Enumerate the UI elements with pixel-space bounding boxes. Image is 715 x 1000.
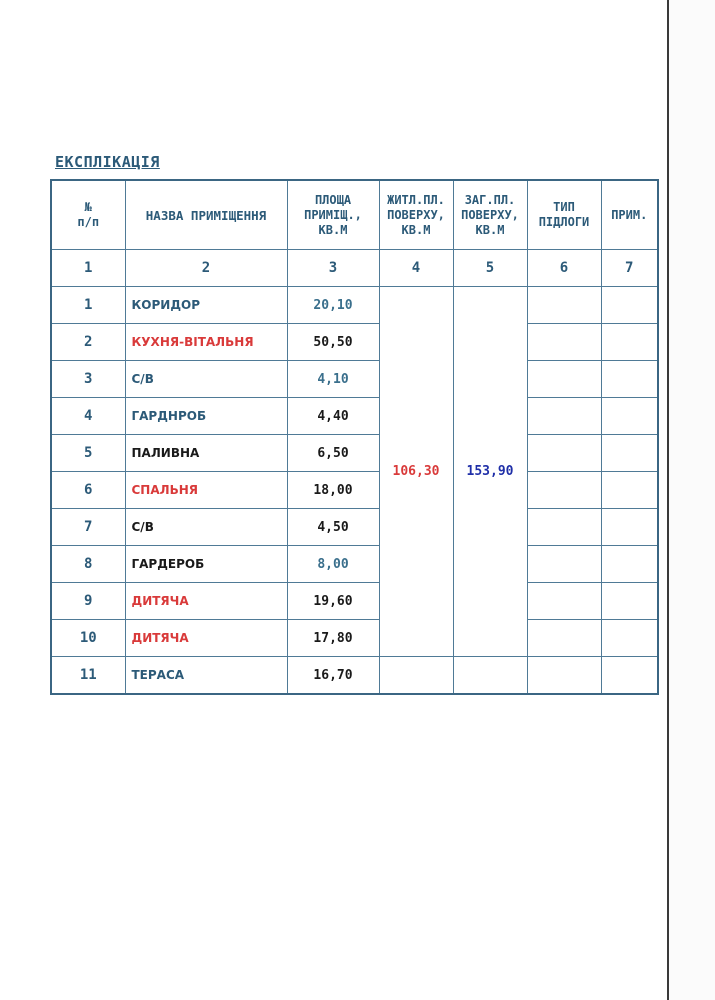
room-name: КОРИДОР [125, 287, 287, 324]
row-number: 2 [51, 324, 125, 361]
column-number: 4 [379, 250, 453, 287]
table-row [51, 657, 658, 695]
note-cell [601, 324, 658, 361]
table-row [51, 509, 658, 546]
header-room-area: ПЛОЩА ПРИМІЩ., КВ.М [287, 180, 379, 250]
header-number: № п/п [51, 180, 125, 250]
note-cell [601, 287, 658, 324]
floor-type-cell [527, 583, 601, 620]
column-number: 6 [527, 250, 601, 287]
note-cell [601, 583, 658, 620]
room-area: 18,00 [287, 472, 379, 509]
floor-type-cell [527, 361, 601, 398]
note-cell [601, 472, 658, 509]
table-row [51, 287, 658, 324]
row-number: 7 [51, 509, 125, 546]
header-room-name: НАЗВА ПРИМІЩЕННЯ [125, 180, 287, 250]
room-area: 8,00 [287, 546, 379, 583]
room-name: С/В [125, 361, 287, 398]
header-total-area: ЗАГ.ПЛ. ПОВЕРХУ, КВ.М [453, 180, 527, 250]
column-number-row [51, 250, 658, 287]
room-area: 20,10 [287, 287, 379, 324]
floor-type-cell [527, 287, 601, 324]
row-number: 8 [51, 546, 125, 583]
room-area: 50,50 [287, 324, 379, 361]
column-number: 7 [601, 250, 658, 287]
table-row [51, 583, 658, 620]
note-cell [601, 361, 658, 398]
note-cell [601, 620, 658, 657]
total-area-total: 153,90 [453, 287, 527, 657]
page-edge-shade [669, 0, 715, 1000]
row-number: 9 [51, 583, 125, 620]
note-cell [601, 657, 658, 695]
room-name: ДИТЯЧА [125, 620, 287, 657]
living-area-cell [379, 657, 453, 695]
room-name: ДИТЯЧА [125, 583, 287, 620]
column-number: 2 [125, 250, 287, 287]
total-area-cell [453, 657, 527, 695]
floor-type-cell [527, 620, 601, 657]
header-row [51, 180, 658, 250]
room-area: 17,80 [287, 620, 379, 657]
room-name: КУХНЯ-ВІТАЛЬНЯ [125, 324, 287, 361]
column-number: 5 [453, 250, 527, 287]
table-row [51, 435, 658, 472]
floor-type-cell [527, 472, 601, 509]
room-name: ГАРДНРОБ [125, 398, 287, 435]
row-number: 1 [51, 287, 125, 324]
room-area: 6,50 [287, 435, 379, 472]
room-name: ПАЛИВНА [125, 435, 287, 472]
floor-type-cell [527, 435, 601, 472]
header-living-area: ЖИТЛ.ПЛ. ПОВЕРХУ, КВ.М [379, 180, 453, 250]
floor-type-cell [527, 657, 601, 695]
row-number: 6 [51, 472, 125, 509]
explication-table [50, 179, 659, 695]
table-row [51, 620, 658, 657]
row-number: 5 [51, 435, 125, 472]
note-cell [601, 435, 658, 472]
note-cell [601, 398, 658, 435]
room-name: ТЕРАСА [125, 657, 287, 695]
room-area: 4,10 [287, 361, 379, 398]
document-title: ЕКСПЛІКАЦІЯ [55, 153, 160, 171]
table-row [51, 324, 658, 361]
floor-type-cell [527, 546, 601, 583]
room-area: 19,60 [287, 583, 379, 620]
floor-type-cell [527, 509, 601, 546]
page-edge-line [667, 0, 669, 1000]
row-number: 11 [51, 657, 125, 695]
floor-type-cell [527, 324, 601, 361]
note-cell [601, 509, 658, 546]
note-cell [601, 546, 658, 583]
table-row [51, 546, 658, 583]
table-row [51, 472, 658, 509]
column-number: 1 [51, 250, 125, 287]
room-area: 4,40 [287, 398, 379, 435]
floor-type-cell [527, 398, 601, 435]
row-number: 4 [51, 398, 125, 435]
room-name: СПАЛЬНЯ [125, 472, 287, 509]
header-floor-type: ТИП ПІДЛОГИ [527, 180, 601, 250]
room-name: ГАРДЕРОБ [125, 546, 287, 583]
room-area: 16,70 [287, 657, 379, 695]
living-area-total: 106,30 [379, 287, 453, 657]
table-row [51, 361, 658, 398]
room-area: 4,50 [287, 509, 379, 546]
column-number: 3 [287, 250, 379, 287]
room-name: С/В [125, 509, 287, 546]
row-number: 10 [51, 620, 125, 657]
table-row [51, 398, 658, 435]
header-note: ПРИМ. [601, 180, 658, 250]
row-number: 3 [51, 361, 125, 398]
